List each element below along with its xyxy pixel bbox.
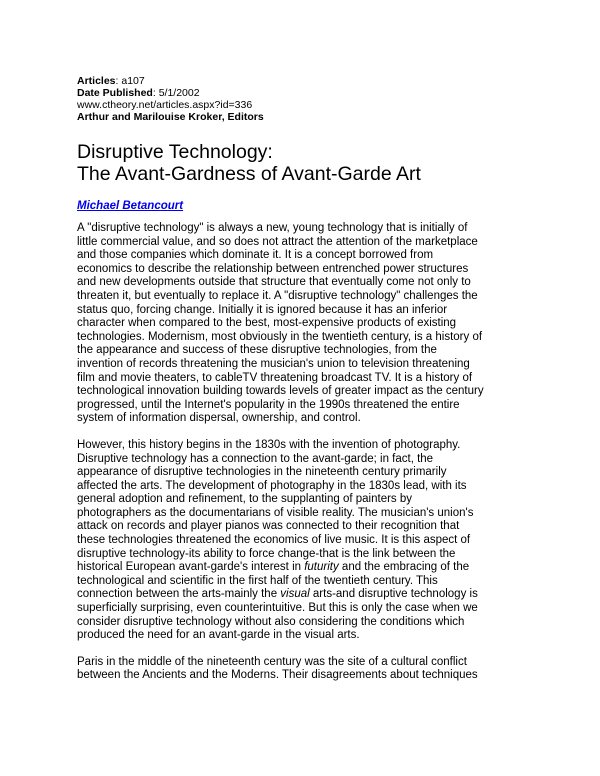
text-line: technological and scientific in the first half of the twentieth century. This <box>77 574 438 587</box>
text-line <box>77 588 529 602</box>
page-title <box>77 141 421 185</box>
text-line: progressed, until the Internet's popularity in the 1990s threatened the entire <box>77 398 460 411</box>
articles-value: : a107 <box>115 75 145 87</box>
text-segment: connection between the arts-mainly the <box>77 588 281 601</box>
text-line: disruptive technology-its ability to force change-that is the link between the <box>77 547 456 560</box>
articles-row <box>77 75 264 87</box>
italic-futurity: futurity <box>304 561 339 574</box>
text-line: appearance of disruptive technologies in the nineteenth century primarily <box>77 466 447 479</box>
text-line: and those companies which dominate it. It is a concept borrowed from <box>77 249 434 262</box>
text-line: the appearance and success of these disruptive technologies, from the <box>77 344 437 357</box>
text-line: technological innovation building towards levels of greater impact as the century <box>77 385 484 398</box>
paragraph-3 <box>77 656 529 683</box>
text-line: film and movie theaters, to cableTV threatening broadcast TV. It is a history of <box>77 371 473 384</box>
author-link[interactable]: Michael Betancourt <box>77 200 184 212</box>
paragraph-1 <box>77 222 529 426</box>
text-line: affected the arts. The development of photography in the 1830s lead, with its <box>77 479 467 492</box>
text-line: superficially surprising, even counterintuitive. But this is only the case when we <box>77 602 478 615</box>
text-line: system of information dispersal, ownership, and control. <box>77 412 361 425</box>
text-line: technologies. Modernism, most obviously in the twentieth century, is a history of <box>77 330 483 343</box>
text-line: attack on records and player pianos was connected to their recognition that <box>77 520 460 533</box>
article-metadata <box>77 75 264 123</box>
text-line <box>77 561 529 575</box>
text-line: photographers as the documentarians of visible reality. The musician's union's <box>77 506 474 519</box>
text-line: invention of records threatening the musician's union to television threatening <box>77 357 470 370</box>
text-line: between the Ancients and the Moderns. Their disagreements about techniques <box>77 669 478 682</box>
title-line-1: Disruptive Technology: <box>77 141 273 163</box>
text-line: produced the need for an avant-garde in the visual arts. <box>77 629 360 642</box>
text-line: economics to describe the relationship between entrenched power structures <box>77 262 469 275</box>
text-line: Paris in the middle of the nineteenth century was the site of a cultural conflict <box>77 655 467 668</box>
article-body <box>77 222 529 696</box>
text-line: and new developments outside that structure that eventually come not only to <box>77 276 471 289</box>
date-value: : 5/1/2002 <box>152 87 200 99</box>
paragraph-2 <box>77 439 529 643</box>
text-line: status quo, forcing change. Initially it is ignored because it has an inferior <box>77 303 448 316</box>
source-url: www.ctheory.net/articles.aspx?id=336 <box>77 99 253 111</box>
text-line: threaten it, but eventually to replace it. A "disruptive technology" challenges the <box>77 289 478 302</box>
text-segment: and the embracing of the <box>338 561 470 574</box>
text-line: character when compared to the best, most-expensive products of existing <box>77 317 457 330</box>
title-line-2: The Avant-Gardness of Avant-Garde Art <box>77 163 421 185</box>
text-line: Disruptive technology has a connection to the avant-garde; in fact, the <box>77 452 434 465</box>
text-line: consider disruptive technology without also considering the conditions which <box>77 615 465 628</box>
date-label: Date Published <box>77 87 153 99</box>
editors: Arthur and Marilouise Kroker, Editors <box>77 111 264 123</box>
text-line: these technologies threatened the economics of live music. It is this aspect of <box>77 534 471 547</box>
text-line: However, this history begins in the 1830s with the invention of photography. <box>77 438 461 451</box>
text-segment: historical European avant-garde's interest in <box>77 561 305 574</box>
text-line: general adoption and refinement, to the supplanting of painters by <box>77 493 413 506</box>
articles-label: Articles <box>77 75 116 87</box>
text-line: A "disruptive technology" is always a new, young technology that is initially of <box>77 222 468 234</box>
italic-visual: visual <box>280 588 310 601</box>
text-segment: arts-and disruptive technology is <box>309 588 478 601</box>
text-line: little commercial value, and so does not attract the attention of the marketplace <box>77 235 478 248</box>
date-row <box>77 87 264 99</box>
